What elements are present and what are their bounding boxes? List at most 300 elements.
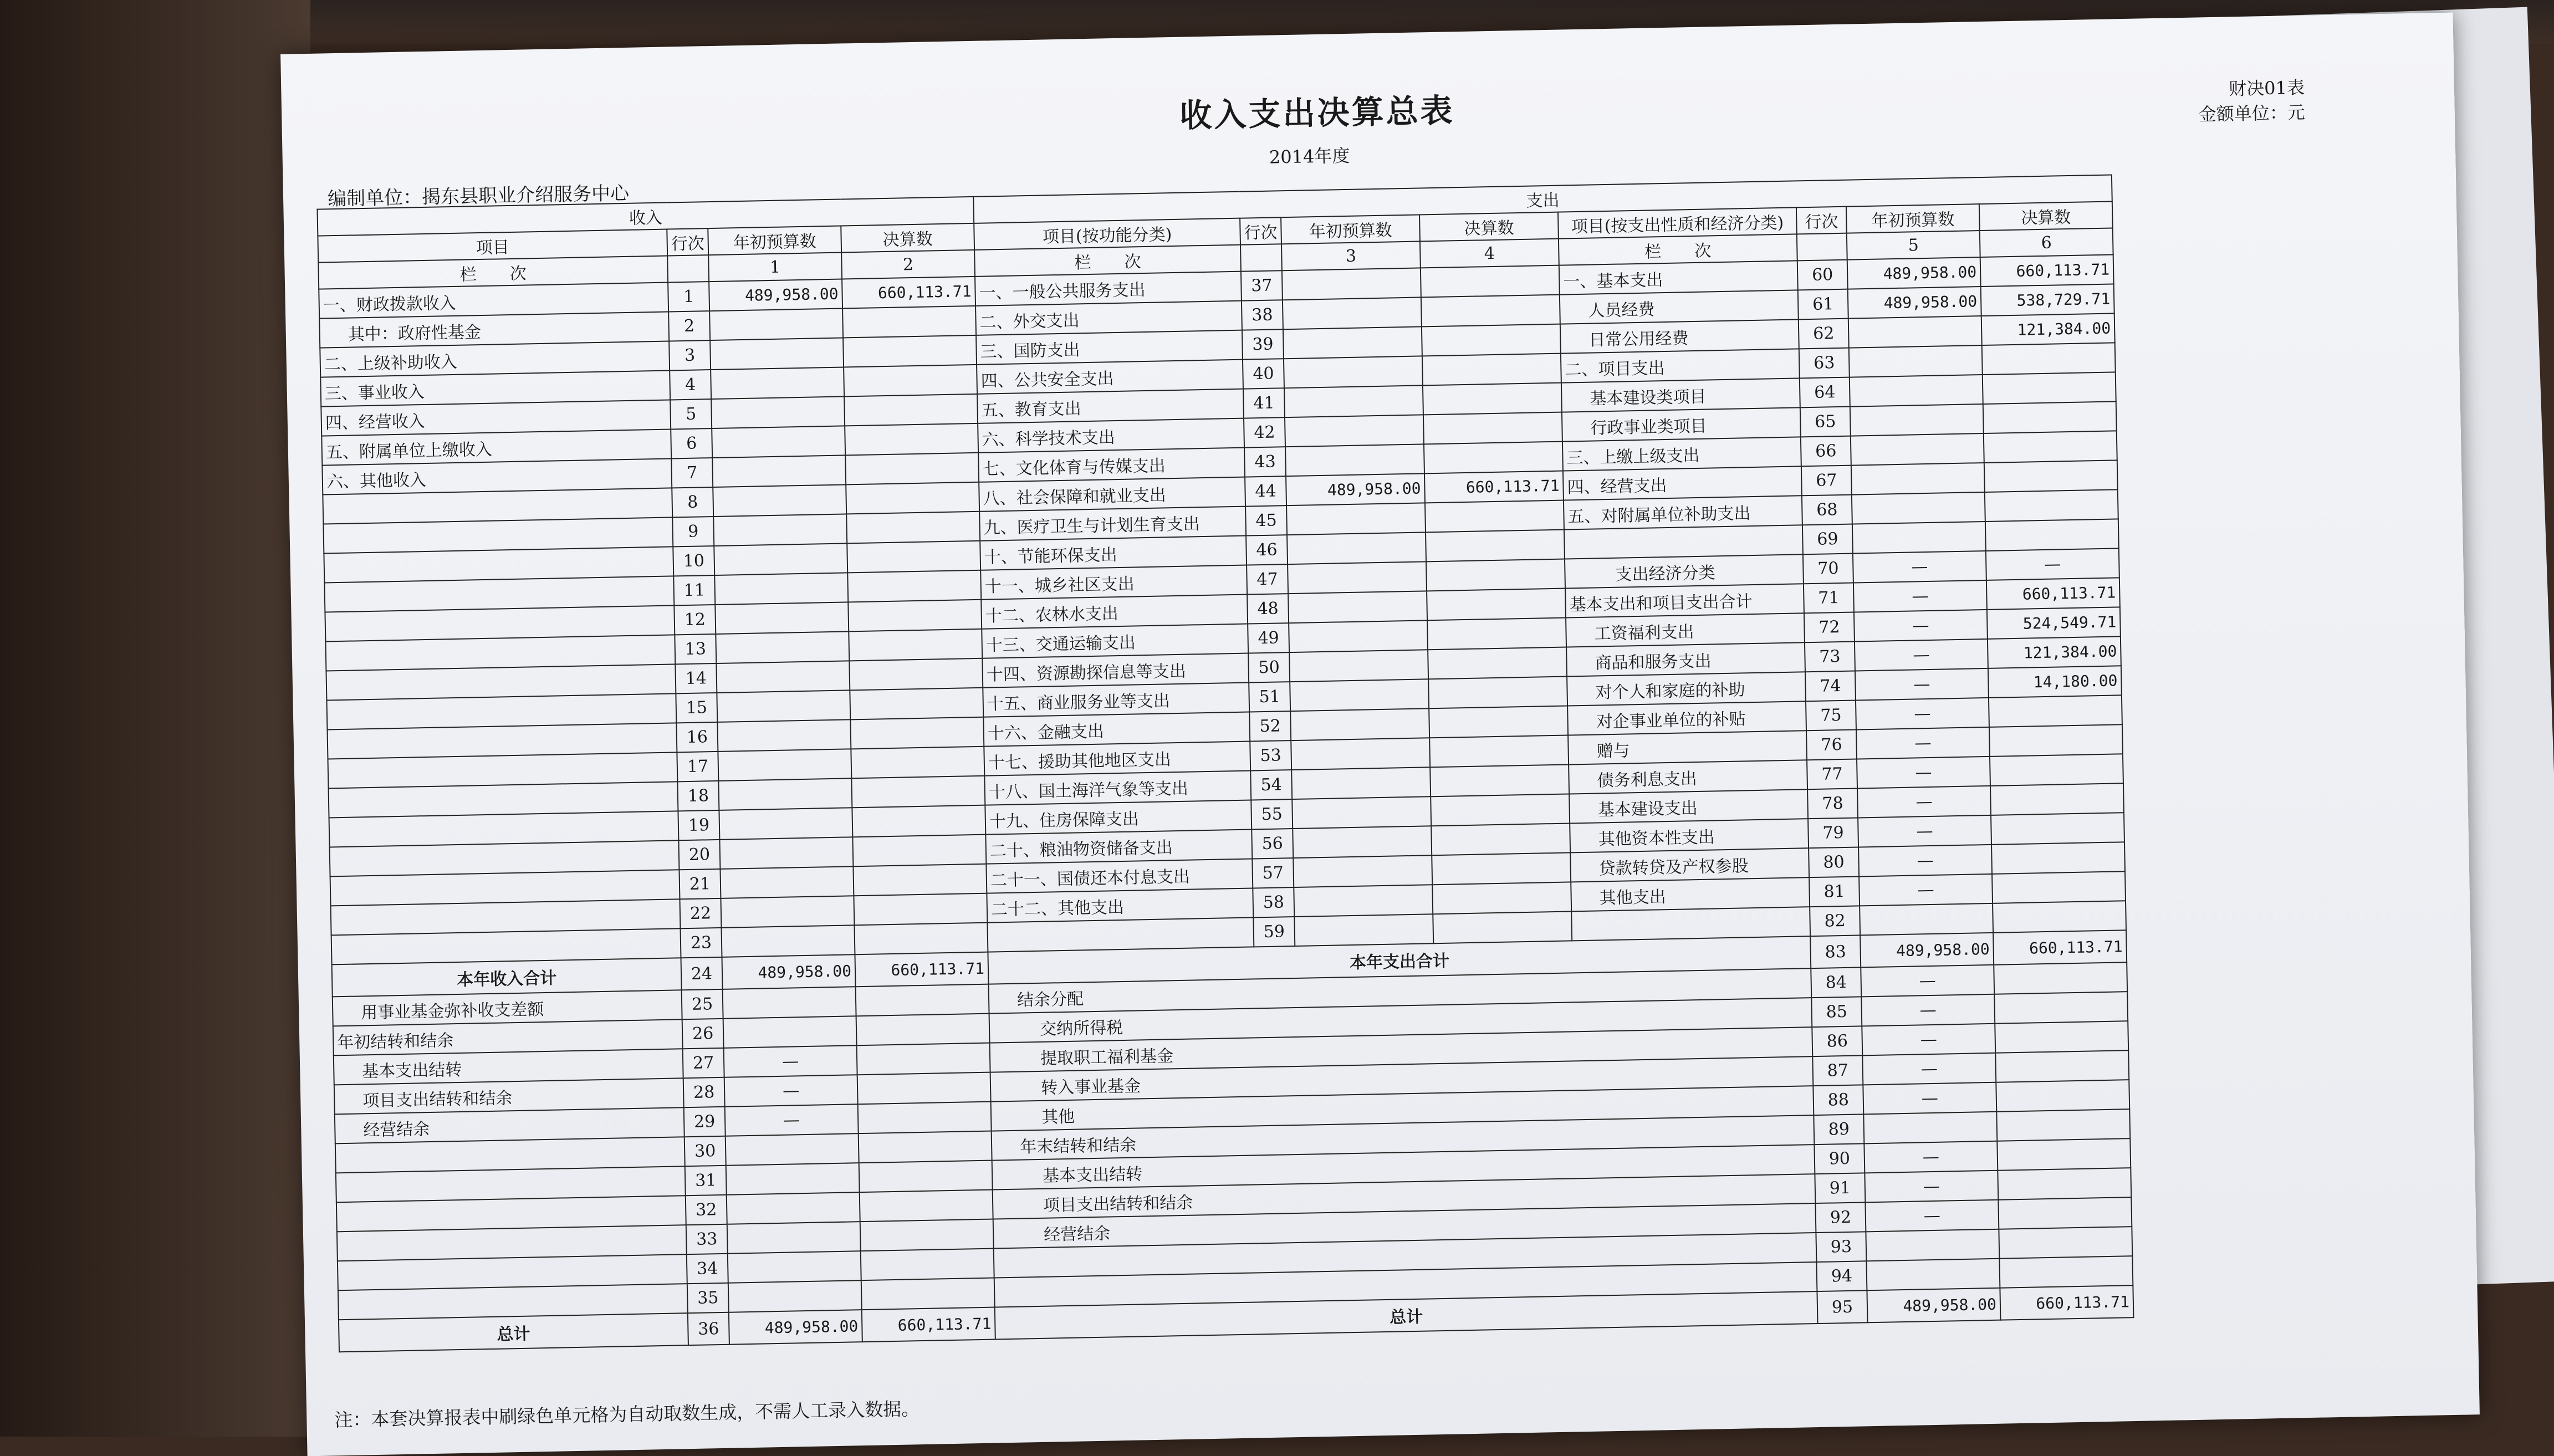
expense-lower-item: 交纳所得税: [989, 998, 1812, 1043]
row-number: 65: [1800, 407, 1851, 437]
econ-final: 14,180.00: [1988, 666, 2122, 698]
income-total-label: 本年收入合计: [332, 958, 682, 997]
row-number: 86: [1812, 1026, 1862, 1056]
row-number: 83: [1810, 935, 1861, 968]
expense-lower-item: 转入事业基金: [990, 1056, 1814, 1101]
econ-budget: —: [1855, 668, 1989, 701]
econ-item: 商品和服务支出: [1566, 642, 1805, 676]
econ-final: [1990, 783, 2124, 815]
row-number: 75: [1806, 701, 1856, 731]
expense-total-label: 本年支出合计: [988, 936, 1811, 984]
income-budget: 489,958.00: [709, 279, 842, 311]
econ-final: 660,113.71: [1980, 254, 2114, 287]
func-budget: [1290, 679, 1429, 711]
econ-budget: 489,958.00: [1847, 257, 1981, 289]
income-lower-item: 经营结余: [335, 1107, 685, 1143]
table-cell: 4: [1420, 239, 1559, 268]
income-budget: [713, 514, 847, 546]
grand-total-expense-label: 总计: [995, 1291, 1818, 1339]
col-item-func: 项目(按功能分类): [974, 218, 1240, 250]
footnote: 注：本套决算报表中刷绿色单元格为自动取数生成，不需人工录入数据。: [334, 1398, 920, 1431]
econ-item: 行政事业类项目: [1562, 407, 1801, 441]
expense-lower-final: [1995, 1021, 2128, 1053]
income-lower-budget: [728, 1251, 861, 1283]
func-budget: [1293, 826, 1432, 858]
expense-lower-budget: —: [1861, 994, 1995, 1026]
econ-item: 债务利息支出: [1569, 760, 1807, 794]
income-final: [851, 776, 985, 808]
row-number: 14: [675, 663, 717, 693]
row-number: 61: [1798, 289, 1848, 320]
func-budget: [1291, 738, 1430, 770]
table-cell: [1240, 244, 1282, 271]
income-lower-budget: [727, 1222, 861, 1254]
col-row-no: 行次: [1240, 217, 1281, 244]
func-item: 十六、金融支出: [983, 712, 1250, 747]
income-total-budget: 489,958.00: [722, 954, 855, 989]
econ-item: 对个人和家庭的补助: [1567, 672, 1806, 706]
econ-item: 四、经营支出: [1563, 466, 1802, 500]
grand-total-income-budget: 489,958.00: [729, 1310, 862, 1345]
func-final: [1426, 530, 1565, 562]
income-lower-item: 基本支出结转: [334, 1049, 683, 1085]
row-number: 60: [1797, 260, 1848, 290]
func-budget: [1294, 914, 1433, 946]
econ-budget: —: [1857, 786, 1991, 818]
econ-budget: [1849, 345, 1983, 377]
func-final: [1427, 589, 1566, 621]
income-budget: [714, 543, 847, 575]
func-budget: [1287, 532, 1426, 564]
econ-budget: —: [1853, 580, 1987, 612]
income-final: [851, 747, 984, 779]
table-cell: 5: [1847, 231, 1980, 260]
func-item: 十九、住房保障支出: [985, 800, 1252, 834]
page-title: 收入支出决算总表: [1179, 91, 1455, 135]
expense-lower-item: 提取职工福利基金: [990, 1027, 1813, 1072]
econ-budget: —: [1854, 610, 1988, 642]
income-item: 一、财政拨款收入: [319, 283, 668, 319]
income-item: 六、其他收入: [322, 458, 672, 494]
func-final: [1426, 559, 1565, 591]
row-number: 63: [1799, 348, 1850, 379]
econ-item: 人员经费: [1560, 290, 1799, 324]
func-budget: [1291, 767, 1431, 799]
income-budget: [717, 690, 850, 722]
row-number: 68: [1802, 495, 1852, 525]
income-lower-final: [861, 1249, 994, 1281]
econ-item: 五、对附属单位补助支出: [1564, 495, 1802, 529]
func-item: 二十、粮油物资储备支出: [985, 829, 1252, 864]
expense-lower-budget: —: [1865, 1171, 1998, 1203]
income-lower-budget: —: [724, 1045, 857, 1077]
row-number: 10: [673, 546, 714, 576]
row-number: 29: [684, 1107, 726, 1137]
func-final: [1427, 618, 1566, 650]
econ-budget: [1852, 492, 1985, 524]
expense-total-final: 660,113.71: [1993, 930, 2127, 965]
econ-budget: [1860, 903, 1993, 936]
row-number: 11: [673, 575, 715, 605]
row-number: 8: [672, 487, 713, 517]
row-number: 22: [680, 898, 721, 928]
func-item: 十五、商业服务业等支出: [983, 683, 1249, 717]
econ-budget: —: [1857, 757, 1990, 789]
row-number: 23: [680, 928, 722, 958]
row-number: 57: [1252, 858, 1294, 888]
row-number: 19: [678, 810, 719, 840]
econ-budget: 489,958.00: [1848, 287, 1981, 319]
income-final: [854, 923, 988, 955]
econ-item: 支出经济分类: [1565, 554, 1804, 588]
grand-total-income-final: 660,113.71: [862, 1307, 995, 1342]
econ-final: 524,549.71: [1987, 607, 2121, 639]
table-cell: [1797, 233, 1847, 261]
row-number: 20: [678, 840, 720, 870]
income-lower-final: [860, 1190, 993, 1222]
income-budget: [712, 426, 845, 458]
row-number: 52: [1249, 711, 1291, 741]
func-final: [1423, 383, 1562, 415]
econ-final: [1983, 401, 2117, 433]
row-number: 74: [1805, 671, 1856, 702]
econ-final: [1993, 901, 2126, 933]
row-number: 13: [675, 634, 716, 664]
row-number: 92: [1815, 1202, 1866, 1233]
row-number: 84: [1811, 967, 1861, 998]
func-final: [1421, 295, 1560, 327]
expense-lower-budget: —: [1863, 1082, 1996, 1115]
func-final: [1421, 265, 1560, 298]
row-number: 39: [1242, 329, 1284, 359]
econ-final: [1991, 813, 2124, 845]
econ-budget: —: [1856, 698, 1989, 730]
row-number: 89: [1814, 1114, 1864, 1145]
func-item: 四、公共安全支出: [977, 360, 1243, 394]
row-number: 4: [670, 370, 711, 400]
econ-final: —: [1986, 548, 2119, 580]
func-item: 二十一、国债还本付息支出: [986, 859, 1253, 893]
income-item: 五、附属单位上缴收入: [321, 429, 671, 465]
row-number: 38: [1242, 300, 1283, 330]
econ-budget: —: [1859, 874, 1993, 906]
econ-final: 121,384.00: [1988, 636, 2121, 668]
row-number: 62: [1799, 319, 1849, 349]
econ-budget: [1848, 316, 1982, 348]
income-lower-item: 年初结转和结余: [333, 1019, 683, 1055]
econ-budget: —: [1853, 551, 1986, 583]
row-number: 2: [668, 311, 710, 341]
row-number: 95: [1817, 1290, 1867, 1324]
econ-item: 其他资本性支出: [1570, 819, 1809, 852]
grand-total-expense-final: 660,113.71: [2000, 1285, 2133, 1320]
row-number: 40: [1243, 359, 1284, 389]
income-final: [854, 893, 987, 926]
func-item: 六、科学技术支出: [978, 418, 1244, 453]
row-number: 56: [1252, 829, 1293, 859]
row-number: 44: [1245, 476, 1286, 506]
income-budget: [714, 573, 848, 605]
func-final: [1428, 677, 1567, 709]
statement-table: [316, 174, 2134, 1352]
expense-lower-item: 经营结余: [993, 1203, 1816, 1248]
row-number: 36: [688, 1312, 729, 1345]
col-item-econ: 项目(按支出性质和经济分类): [1558, 207, 1797, 238]
func-budget: [1283, 297, 1422, 329]
expense-lower-budget: —: [1865, 1200, 1999, 1232]
income-lower-final: [861, 1278, 995, 1310]
econ-budget: [1852, 522, 1986, 554]
col-final: 决算数: [841, 223, 974, 253]
row-number: 21: [679, 869, 721, 899]
econ-final: [1985, 489, 2118, 522]
func-final: [1425, 500, 1564, 533]
income-item: 其中：政府性基金: [319, 312, 669, 348]
econ-final: [1984, 431, 2117, 463]
expense-lower-final: [1999, 1227, 2132, 1259]
row-number: 67: [1801, 466, 1852, 496]
col-lanci: 栏 次: [974, 245, 1241, 277]
row-number: 64: [1800, 377, 1850, 408]
income-lower-final: [857, 1072, 991, 1105]
income-final: [842, 306, 976, 338]
func-item: 十二、农林水支出: [981, 595, 1248, 629]
econ-budget: [1850, 375, 1983, 407]
income-final: [849, 629, 982, 661]
econ-item: 赠与: [1568, 730, 1807, 764]
table-cell: 6: [1980, 228, 2113, 257]
income-final: [847, 570, 981, 602]
econ-final: 660,113.71: [1986, 578, 2120, 610]
func-item: 二十二、其他支出: [987, 888, 1253, 922]
income-lower-final: [856, 1014, 990, 1046]
row-number: 70: [1803, 554, 1853, 584]
row-number: 76: [1806, 730, 1857, 760]
income-final: [852, 805, 985, 837]
econ-final: [1982, 343, 2116, 375]
row-number: 69: [1802, 524, 1853, 555]
income-lower-budget: [723, 987, 856, 1019]
row-number: 93: [1816, 1232, 1866, 1262]
row-number: 3: [669, 340, 711, 370]
income-budget: [710, 338, 844, 370]
col-budget: 年初预算数: [1281, 214, 1420, 244]
row-number: 1: [668, 282, 709, 311]
econ-item: 基本建设类项目: [1561, 378, 1800, 412]
econ-item: 基本支出和项目支出合计: [1565, 584, 1804, 617]
func-final: [1429, 735, 1569, 767]
income-lower-item: 用事业基金弥补收支差额: [333, 990, 682, 1026]
row-number: 45: [1245, 505, 1287, 535]
func-item: 九、医疗卫生与计划生育支出: [979, 507, 1246, 541]
income-final: [847, 541, 980, 573]
row-number: 34: [687, 1254, 728, 1284]
func-item: 七、文化体育与传媒支出: [978, 448, 1245, 482]
func-item: 一、一般公共服务支出: [975, 272, 1242, 306]
row-number: 42: [1244, 417, 1285, 447]
income-lower-budget: [727, 1192, 860, 1224]
func-item: 八、社会保障和就业支出: [979, 477, 1245, 512]
income-total-final: 660,113.71: [855, 952, 988, 987]
row-number: 46: [1246, 535, 1288, 565]
econ-item: [1571, 907, 1810, 941]
expense-lower-final: [1996, 1080, 2129, 1112]
row-number: 41: [1243, 388, 1285, 418]
func-final: 660,113.71: [1424, 471, 1564, 503]
income-final: [843, 335, 977, 367]
expense-lower-budget: —: [1864, 1141, 1998, 1173]
income-lower-budget: —: [724, 1075, 858, 1107]
income-final: [853, 864, 987, 896]
row-number: 43: [1244, 447, 1286, 477]
row-number: 26: [682, 1019, 724, 1049]
econ-final: [1983, 372, 2116, 404]
func-final: [1430, 764, 1569, 796]
row-number: 32: [686, 1195, 727, 1225]
expense-lower-budget: —: [1862, 1053, 1996, 1085]
func-final: [1422, 324, 1561, 356]
row-number: 87: [1812, 1055, 1863, 1086]
income-budget: [716, 631, 849, 663]
income-item: 四、经营收入: [321, 400, 671, 436]
func-budget: [1284, 356, 1423, 388]
econ-item: 工资福利支出: [1566, 613, 1805, 647]
func-item: 十三、交通运输支出: [982, 624, 1248, 658]
func-budget: [1289, 620, 1428, 652]
func-final: [1432, 882, 1571, 914]
econ-budget: [1851, 433, 1984, 466]
row-number: 47: [1247, 564, 1288, 594]
func-final: [1422, 354, 1561, 386]
grand-total-label: 总计: [339, 1313, 688, 1352]
income-lower-final: [858, 1102, 992, 1134]
income-budget: [709, 308, 843, 340]
row-number: 73: [1805, 642, 1855, 672]
row-number: 81: [1809, 876, 1860, 907]
income-final: [852, 835, 986, 867]
col-final: 决算数: [1419, 212, 1559, 242]
income-item: 三、事业收入: [320, 370, 670, 406]
table-cell: 2: [841, 250, 975, 279]
income-budget: [721, 925, 855, 957]
organization: 编制单位：揭东县职业介绍服务中心: [327, 182, 630, 211]
income-lower-final: [859, 1161, 993, 1193]
form-number: 财决01表: [2228, 76, 2305, 100]
income-lower-budget: [726, 1133, 859, 1166]
func-final: [1423, 412, 1562, 445]
row-number: 35: [687, 1283, 729, 1313]
func-final: [1433, 911, 1572, 943]
econ-budget: —: [1858, 845, 1992, 877]
func-item: 十一、城乡社区支出: [980, 565, 1247, 600]
expense-lower-budget: [1866, 1259, 2000, 1291]
income-budget: [718, 778, 852, 810]
econ-item: 二、项目支出: [1561, 349, 1800, 382]
func-final: [1429, 706, 1568, 738]
expense-lower-budget: [1866, 1229, 1999, 1261]
func-budget: [1285, 444, 1424, 476]
expense-lower-final: [1996, 1109, 2130, 1141]
income-budget: [719, 808, 852, 840]
econ-budget: —: [1858, 815, 1991, 847]
income-final: [845, 453, 979, 485]
income-budget: [712, 455, 846, 487]
func-final: [1431, 823, 1570, 855]
expense-lower-item: 结余分配: [989, 968, 1812, 1013]
row-number: 31: [685, 1166, 727, 1196]
row-number: 7: [671, 458, 713, 488]
row-number: 25: [682, 989, 723, 1019]
table-cell: [667, 255, 709, 282]
row-number: 37: [1241, 270, 1283, 300]
expense-lower-final: [1997, 1138, 2131, 1171]
income-lower-final: [857, 1043, 990, 1075]
col-lanci: 栏 次: [1559, 234, 1797, 265]
func-budget: [1283, 326, 1422, 359]
func-item: 十四、资源勘探信息等支出: [982, 653, 1249, 688]
func-item: 十七、援助其他地区支出: [984, 742, 1250, 776]
expense-lower-final: [1994, 962, 2127, 994]
expense-lower-final: [1999, 1256, 2133, 1288]
econ-final: 538,729.71: [1981, 284, 2114, 316]
econ-budget: —: [1855, 639, 1988, 671]
income-final: [850, 688, 983, 720]
income-budget: [720, 866, 854, 898]
row-number: 48: [1247, 594, 1289, 624]
income-lower-budget: [728, 1280, 862, 1312]
func-item: 五、教育支出: [977, 389, 1244, 423]
econ-final: 121,384.00: [1981, 313, 2115, 345]
row-number: 59: [1253, 917, 1295, 947]
income-budget: [715, 602, 849, 634]
econ-item: 贷款转贷及产权参股: [1570, 848, 1809, 882]
expense-lower-item: 其他: [991, 1086, 1814, 1131]
func-budget: [1292, 796, 1431, 829]
row-number: 54: [1250, 770, 1292, 800]
col-row-no: 行次: [667, 228, 708, 256]
row-number: 6: [671, 428, 712, 458]
row-number: 72: [1804, 612, 1855, 643]
func-item: 十、节能环保支出: [980, 536, 1247, 570]
expense-lower-item: 年末结转和结余: [992, 1115, 1815, 1160]
income-header: 收入: [317, 197, 974, 236]
row-number: 50: [1248, 652, 1290, 682]
econ-final: [1992, 871, 2126, 903]
row-number: 30: [685, 1136, 726, 1166]
table-cell: 3: [1281, 241, 1421, 270]
row-number: 5: [670, 399, 712, 429]
expense-lower-budget: [1863, 1112, 1997, 1144]
row-number: 91: [1815, 1173, 1865, 1203]
expense-lower-final: [1998, 1168, 2131, 1200]
amount-unit: 金额单位：元: [2198, 101, 2306, 125]
row-number: 66: [1801, 436, 1851, 467]
income-budget: [718, 749, 851, 781]
func-final: [1424, 442, 1563, 474]
col-lanci: 栏 次: [318, 256, 668, 289]
row-number: 71: [1804, 583, 1854, 614]
col-budget: 年初预算数: [708, 226, 841, 256]
econ-budget: [1851, 463, 1985, 495]
row-number: 90: [1814, 1143, 1865, 1174]
income-final: [845, 423, 978, 456]
expense-header: 支出: [973, 175, 2112, 223]
income-budget: [717, 719, 851, 752]
background-table-surface: [0, 0, 310, 1437]
income-lower-final: [856, 984, 989, 1016]
econ-final: [1989, 695, 2122, 727]
econ-item: 其他支出: [1571, 877, 1810, 911]
